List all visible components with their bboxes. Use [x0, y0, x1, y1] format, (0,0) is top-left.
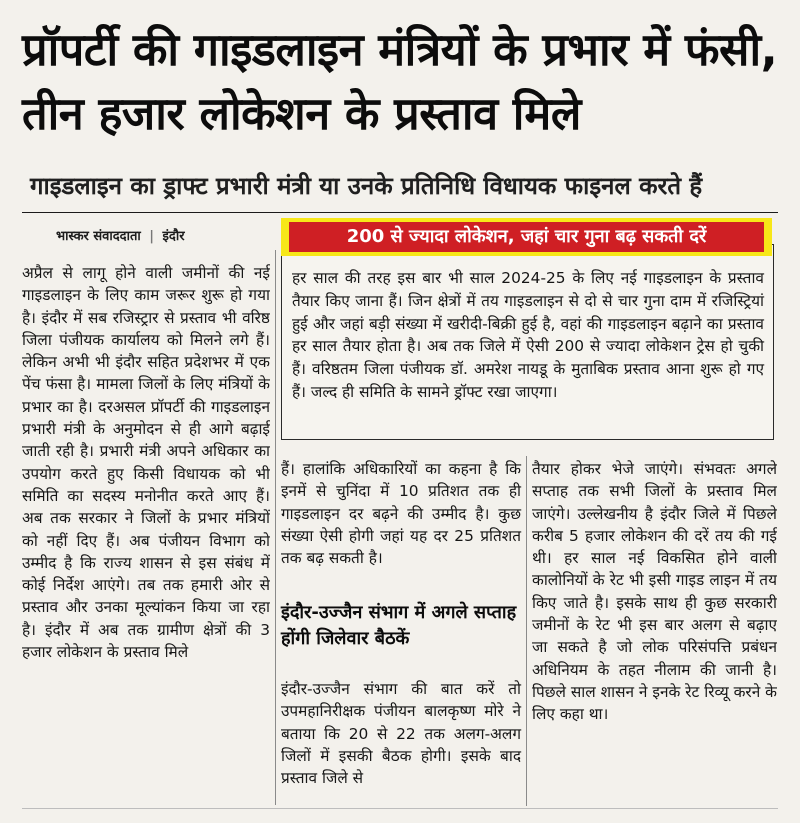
headline: प्रॉपर्टी की गाइडलाइन मंत्रियों के प्रभार में फंसी, तीन हजार लोकेशन के प्रस्ताव मिले: [22, 23, 778, 140]
highlight-box-title-frame: [281, 218, 772, 256]
article-column-2-part-1: हैं। हालांकि अधिकारियों का कहना है कि इनमें से चुनिंदा में 10 प्रतिशत तक ही गाइडलाइन दर बढ़ने की उम्मीद है। कुछ संख्या ऐसी होगी जहां यह दर 25 प्रतिशत तक बढ़ सकती है।: [281, 460, 521, 568]
article-column-3: तैयार होकर भेजे जाएंगे। संभवतः अगले सप्ताह तक सभी जिलों के प्रस्ताव मिल जाएंगे। उल्लेखनीय है इंदौर जिले में पिछले करीब 5 हजार लोकेशन की दरें तय की गई थी। हर साल नई विकसित होने वाली कालोनियों के रेट भी इसी गाइड लाइन में तय किए जाते है। इसके साथ ही कुछ सरकारी जमीनों के रेट भी इस बार अलग से बढ़ाए जा सकते है जो लोक परिसंपत्ति प्रबंधन अधिनियम के तहत नीलाम की जानी है। पिछले साल शासन ने इनके रेट रिव्यू करने के लिए कहा था।: [532, 460, 777, 724]
byline-city: इंदौर: [162, 229, 185, 244]
column-divider-1: [275, 250, 276, 805]
highlight-box-text: हर साल की तरह इस बार भी साल 2024-25 के लिए नई गाइडलाइन के प्रस्ताव तैयार किए जाना हैं। जिन क्षेत्रों में तय गाइडलाइन से दो से चार गुना दाम में रजिस्ट्रियां हुई और जहां बड़ी संख्या में खरीदी-बिक्री हुई है, वहां की गाइडलाइन बढ़ाने का प्रस्ताव हर साल तैयार होता है। अब तक जिले में ऐसी 200 से ज्यादा लोकेशन ट्रेस हो चुकी हैं। वरिष्ठतम जिला पंजीयक डॉ. अमरेश नायडू के मुताबिक प्रस्ताव आना शुरू हो गए हैं। जल्द ही समिति के सामने ड्रॉफ्ट रखा जाएगा।: [292, 269, 764, 401]
article-column-1: अप्रैल से लागू होने वाली जमीनों की नई गाइडलाइन के लिए काम जरूर शुरू हो गया है। इंदौर में सब रजिस्ट्रार से प्रस्ताव भी वरिष्ठ जिला पंजीयक कार्यालय को मिलने लगे हैं। लेकिन अभी भी इंदौर सहित प्रदेशभर में एक पेंच फंसा है। मामला जिलों के लिए मंत्रियों के प्रभार का है। दरअसल प्रॉपर्टी की गाइडलाइन प्रभारी मंत्री के अनुमोदन से ही आगे बढ़ाई जाती रही है। प्रभारी मंत्री अपने अधिकार का उपयोग करते हुए किसी विधायक को भी समिति का सदस्य मनोनीत करते आए हैं। अब तक सरकार ने जिलों के प्रभार मंत्रियों को नहीं दिए हैं। अब पंजीयन विभाग को उम्मीद है कि राज्य शासन से इस संबंध में कोई निर्देश आएंगे। तब तक हमारी ओर से प्रस्ताव और उनका मूल्यांकन किया जा रहा है। इंदौर में अब तक ग्रामीण क्षेत्रों की 3 हजार लोकेशन के प्रस्ताव मिले: [22, 264, 270, 662]
highlight-box: [281, 244, 774, 440]
byline-reporter: भास्कर संवाददाता: [56, 229, 141, 244]
highlight-box-title: 200 से ज्यादा लोकेशन, जहां चार गुना बढ़ सकती दरें: [289, 222, 764, 252]
byline-separator: |: [149, 229, 155, 244]
subheadline: गाइडलाइन का ड्राफ्ट प्रभारी मंत्री या उनके प्रतिनिधि विधायक फाइनल करते हैं: [30, 172, 703, 200]
column-divider-2: [526, 456, 527, 806]
headline-rule: [22, 212, 778, 213]
section-heading: इंदौर-उज्जैन संभाग में अगले सप्ताह होंगी जिलेवार बैठकें: [281, 602, 517, 649]
byline: [56, 226, 185, 244]
bottom-rule: [22, 808, 778, 809]
article-column-2-part-2: इंदौर-उज्जैन संभाग की बात करें तो उपमहानिरीक्षक पंजीयन बालकृष्ण मोरे ने बताया कि 20 से 22 तक अलग-अलग जिलों में इसकी बैठक होगी। इसके बाद प्रस्ताव जिले से: [281, 680, 521, 788]
